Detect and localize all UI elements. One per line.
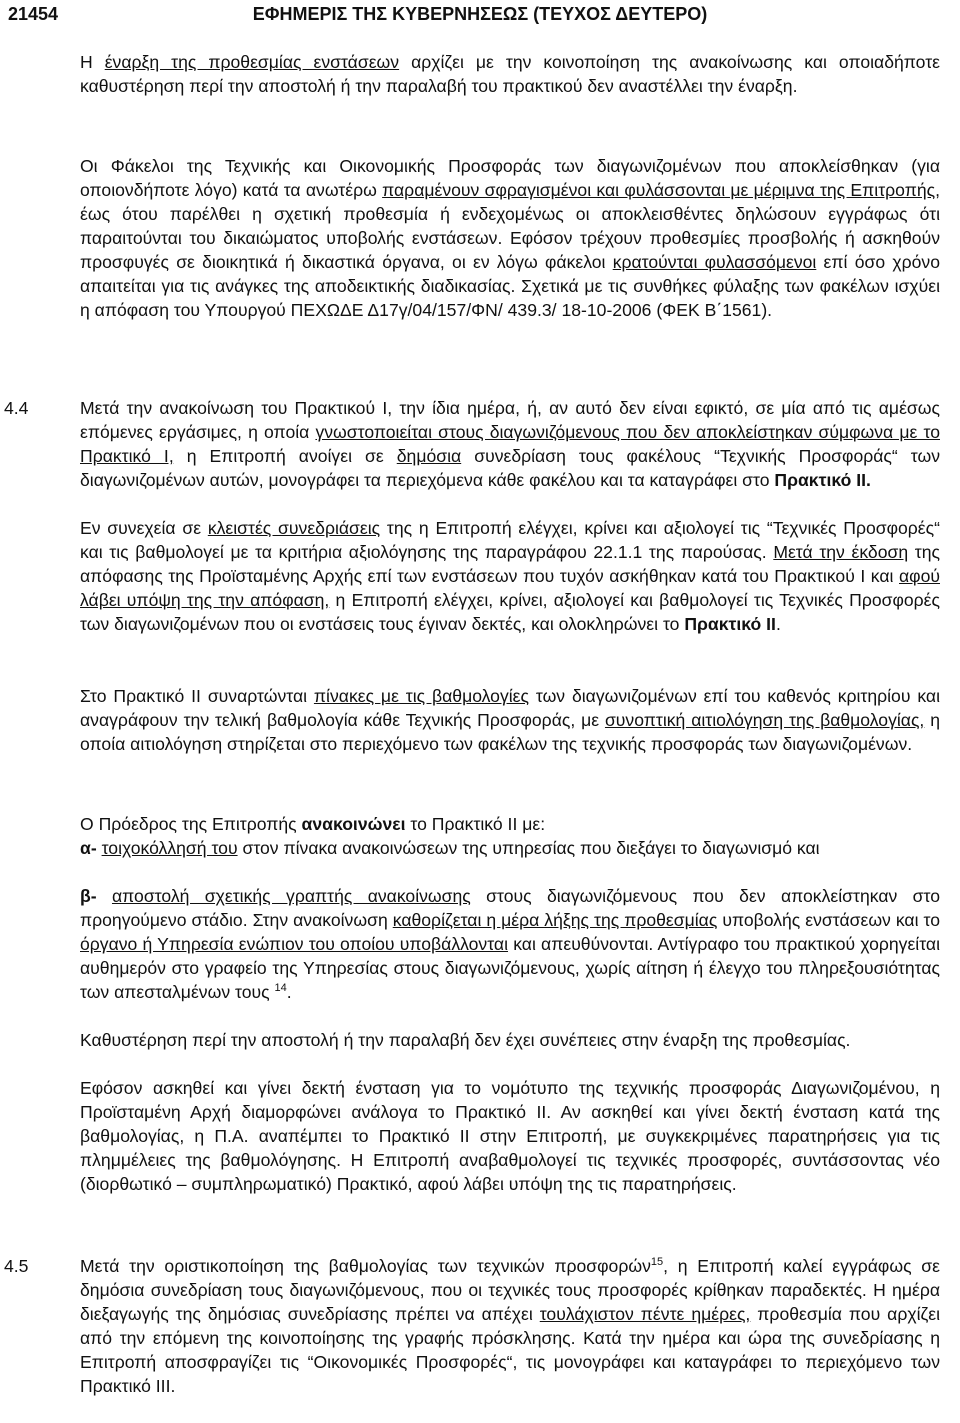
paragraph-4-5: Μετά την οριστικοποίηση της βαθμολογίας των τεχνικών προσφορών$^{15}$, η Επιτροπή καλεί εγγράφως σε δημόσια συνεδρίαση τους διαγωνιζόμενους, που οι τεχνικές τους προσφορές κρίθηκαν παραδεκτές. Η ημέρα διεξαγωγής της δημόσιας συνεδρίασης πρέπει να απέχει τουλάχιστον πέντε ημέρες, προθεσμία που αρχίζει από την επόμενη της κοινοποίησης της γραφής πρόσκλησης. Κατά την ημέρα και ώρα της συνεδρίασης η Επιτροπή αποσφραγίζει τις “Οικονομικές Προσφορές“, τις μονογράφει και καταγράφει το περιεχόμενο των Πρακτικό ΙΙΙ. — [80, 1256, 940, 1396]
footnote-ref-14: 14 — [274, 982, 287, 995]
section-number: 4.4 — [4, 398, 29, 418]
paragraph-sealed-envelopes: Οι Φάκελοι της Τεχνικής και Οικονομικής Προσφοράς των διαγωνιζομένων που αποκλείσθηκαν (για οποιονδήποτε λόγο) κατά τα ανωτέρω παραμένουν σφραγισμένοι και φυλάσσονται με μέριμνα της Επιτροπής, έως ότου παρέλθει η σχετική προθεσμία ή ενδεχομένως οι αποκλεισθέντες δηλώσουν εγγράφως ότι παραιτούνται του δικαιώματος υποβολής ενστάσεων. Εφόσον τρέχουν προθεσμίες προσβολής ή ασκηθούν προσφυγές σε διοικητικά ή δικαστικά όργανα, οι εν λόγω φάκελοι κρατούνται φυλασσόμενοι επί όσο χρόνο απαιτείται για τις ανάγκες της αποδεικτικής διαδικασίας. Σχετικά με τις συνθήκες φύλαξης των φακέλων ισχύει η απόφαση του Υπουργού ΠΕΧΩΔΕ Δ17γ/04/157/ΦΝ/ 439.3/ 18-10-2006 (ΦΕΚ Β΄1561). — [80, 156, 940, 320]
page-header — [0, 0, 960, 30]
paragraph-4-4-announcement: Ο Πρόεδρος της Επιτροπής ανακοινώνει το Πρακτικό ΙΙ με: — [80, 814, 546, 834]
list-item-beta: β- αποστολή σχετικής γραπτής ανακοίνωσης στους διαγωνιζόμενους που δεν αποκλείστηκαν στο προηγούμενο στάδιο. Στην ανακοίνωση καθορίζεται η μέρα λήξης της προθεσμίας υποβολής ενστάσεων και το όργανο ή Υπηρεσία ενώπιον του οποίου υποβάλλονται και απευθύνονται. Αντίγραφο του πρακτικού χορηγείται αυθημερόν στο γραφείο της Υπηρεσίας στους διαγωνιζόμενους, χωρίς αίτηση ή έλεγχο του πληρεξουσιότητας των απεσταλμένων τους $^{14}$. — [80, 886, 941, 1002]
paragraph-4-4-delay: Καθυστέρηση περί την αποστολή ή την παραλαβή δεν έχει συνέπειες στην έναρξη της προθεσμίας. — [80, 1030, 851, 1050]
paragraph-4-4-scores: Στο Πρακτικό ΙΙ συναρτώνται πίνακες με τις βαθμολογίες των διαγωνιζομένων επί του καθενός κριτηρίου και αναγράφουν την τελική βαθμολογία κάθε Τεχνικής Προσφοράς, με συνοπτική αιτιολόγηση της βαθμολογίας, η οποία αιτιολόγηση στηρίζεται στο περιεχόμενο των φακέλων της τεχνικής προσφοράς των διαγωνιζομένων. — [80, 686, 940, 754]
section-number: 4.5 — [4, 1256, 29, 1276]
paragraph-objections-start: Η έναρξη της προθεσμίας ενστάσεων αρχίζει με την κοινοποίηση της ανακοίνωσης και οποιαδήποτε καθυστέρηση περί την αποστολή ή την παραλαβή του πρακτικού δεν αναστέλλει την έναρξη. — [80, 52, 940, 96]
paragraph-4-4-objection-accepted: Εφόσον ασκηθεί και γίνει δεκτή ένσταση για το νομότυπο της τεχνικής προσφοράς Διαγωνιζομένου, η Προϊσταμένη Αρχή διαμορφώνει ανάλογα το Πρακτικό ΙΙ. Αν ασκηθεί και γίνει δεκτή ένσταση κατά της βαθμολογίας, η Π.Α. αναπέμπει το Πρακτικό ΙΙ στην Επιτροπή, με συγκεκριμένες παρατηρήσεις για τις πλημμέλειες της βαθμολόγησης. Η Επιτροπή αναβαθμολογεί τις τεχνικές προσφορές, συντάσσοντας νέο (διορθωτικό – συμπληρωματικό) Πρακτικό, αφού λάβει υπόψη της τις παρατηρήσεις. — [80, 1078, 940, 1194]
list-item-alpha: α- τοιχοκόλλησή του στον πίνακα ανακοινώσεων της υπηρεσίας που διεξάγει το διαγωνισμό και — [80, 838, 820, 858]
page-number: 21454 — [8, 4, 59, 24]
paragraph-4-4-opening: Μετά την ανακοίνωση του Πρακτικού Ι, την ίδια ημέρα, ή, αν αυτό δεν είναι εφικτό, σε μία από τις αμέσως επόμενες εργάσιμες, η οποία γνωστοποιείται στους διαγωνιζόμενους που δεν αποκλείστηκαν σύμφωνα με το Πρακτικό Ι, η Επιτροπή ανοίγει σε δημόσια συνεδρίαση τους φακέλους “Τεχνικής Προσφοράς“ των διαγωνιζομένων αυτών, μονογράφει τα περιεχόμενα κάθε φακέλου και τα καταγράφει στο Πρακτικό ΙΙ. — [80, 398, 941, 490]
gazette-title: ΕΦΗΜΕΡΙΣ ΤΗΣ ΚΥΒΕΡΝΗΣΕΩΣ (ΤΕΥΧΟΣ ΔΕΥΤΕΡΟ) — [252, 4, 708, 24]
paragraph-4-4-evaluation: Εν συνεχεία σε κλειστές συνεδριάσεις της η Επιτροπή ελέγχει, κρίνει και αξιολογεί τις “Τεχνικές Προσφορές“ και τις βαθμολογεί με τα κριτήρια αξιολόγησης της παραγράφου 22.1.1 της παρούσας. Μετά την έκδοση της απόφασης της Προϊσταμένης Αρχής επί των ενστάσεων που τυχόν ασκήθηκαν κατά του Πρακτικού Ι και αφού λάβει υπόψη της την απόφαση, η Επιτροπή ελέγχει, κρίνει, αξιολογεί και βαθμολογεί τις Τεχνικές Προσφορές των διαγωνιζομένων που οι ενστάσεις τους έγιναν δεκτές, και ολοκληρώνει το Πρακτικό ΙΙ. — [80, 518, 941, 634]
footnote-ref-15: 15 — [650, 1256, 664, 1269]
